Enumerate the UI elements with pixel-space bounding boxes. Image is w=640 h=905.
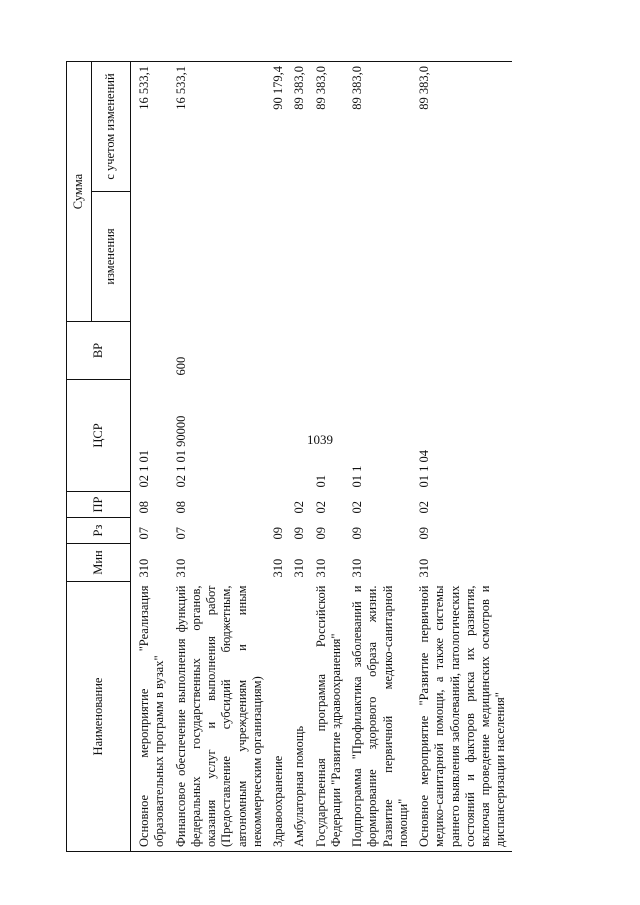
cell-csr: 01 bbox=[313, 475, 328, 488]
cell-name: Государственная программа Российской Федерации "Развитие здравоохранения" bbox=[311, 582, 348, 852]
cell-change bbox=[414, 192, 512, 322]
cell-total: 89 383,0 bbox=[414, 62, 512, 192]
cell-csr: 02 1 01 bbox=[137, 450, 151, 488]
cell-total: 90 179,4 bbox=[268, 62, 289, 192]
header-csr: ЦСР bbox=[67, 380, 131, 492]
header-change: изменения bbox=[92, 192, 131, 322]
cell-csr bbox=[289, 380, 310, 492]
cell-total: 89 383,0 bbox=[289, 62, 310, 192]
cell-vr bbox=[268, 322, 289, 380]
cell-name: Амбулаторная помощь bbox=[289, 582, 310, 852]
cell-name: Здравоохранение bbox=[268, 582, 289, 852]
cell-min: 310 bbox=[292, 558, 307, 578]
cell-change bbox=[347, 192, 414, 322]
table-row bbox=[131, 62, 171, 852]
cell-pr bbox=[268, 492, 289, 518]
table-body bbox=[131, 62, 512, 852]
table-row bbox=[311, 62, 348, 852]
cell-min: 310 bbox=[271, 558, 285, 578]
cell-change bbox=[311, 192, 348, 322]
cell-pr: 02 bbox=[350, 501, 364, 514]
cell-total: 89 383,0 bbox=[311, 62, 348, 192]
cell-name: Финансовое обеспечение выполнения функций федеральных государственных органов, оказания услуг и выполнения работ (Предоставление субсидий бюджетным, автономным учреждениям и иным некоммерческим организациям) bbox=[171, 582, 269, 852]
cell-rz: 09 bbox=[271, 527, 285, 540]
cell-rz: 07 bbox=[173, 527, 188, 540]
cell-change bbox=[171, 192, 269, 322]
budget-table bbox=[66, 61, 512, 852]
header-name: Наименование bbox=[67, 582, 131, 852]
header-rz: Рз bbox=[67, 518, 131, 544]
table-row bbox=[289, 62, 310, 852]
cell-min: 310 bbox=[313, 558, 328, 578]
cell-min: 310 bbox=[173, 558, 188, 578]
cell-csr: 01 1 bbox=[350, 465, 364, 488]
cell-pr: 02 bbox=[292, 501, 307, 514]
cell-rz: 09 bbox=[350, 527, 364, 540]
cell-rz: 09 bbox=[292, 527, 307, 540]
cell-name: Основное мероприятие "Развитие первичной медико-санитарной помощи, а также системы раннего выявления заболеваний, патологических состояний и факторов риска их развития, включая проведение медицинских осмотров и диспансеризации населения" bbox=[414, 582, 512, 852]
cell-change bbox=[289, 192, 310, 322]
cell-rz: 09 bbox=[417, 527, 431, 540]
table-row bbox=[414, 62, 512, 852]
table-row bbox=[268, 62, 289, 852]
table-row bbox=[347, 62, 414, 852]
table-row bbox=[171, 62, 269, 852]
cell-total: 16 533,1 bbox=[131, 62, 171, 192]
cell-pr: 08 bbox=[173, 501, 188, 514]
cell-vr bbox=[289, 322, 310, 380]
cell-csr: 02 1 01 90000 bbox=[173, 415, 188, 488]
cell-total: 16 533,1 bbox=[171, 62, 269, 192]
cell-pr: 02 bbox=[313, 501, 328, 514]
cell-pr: 08 bbox=[137, 501, 151, 514]
header-sum-group: Сумма bbox=[67, 62, 92, 322]
cell-vr bbox=[311, 322, 348, 380]
header-min: Мин bbox=[67, 544, 131, 582]
cell-csr: 01 1 04 bbox=[417, 450, 431, 488]
rotated-budget-table bbox=[66, 62, 576, 852]
cell-rz: 09 bbox=[313, 527, 328, 540]
header-pr: ПР bbox=[67, 492, 131, 518]
cell-change bbox=[268, 192, 289, 322]
cell-total: 89 383,0 bbox=[347, 62, 414, 192]
cell-name: Основное мероприятие "Реализация образовательных программ в вузах" bbox=[131, 582, 171, 852]
cell-min: 310 bbox=[137, 558, 151, 578]
cell-pr: 02 bbox=[417, 501, 431, 514]
cell-vr bbox=[414, 322, 512, 380]
cell-min: 310 bbox=[350, 558, 364, 578]
header-with-changes: с учетом изменений bbox=[92, 62, 131, 192]
cell-name: Подпрограмма "Профилактика заболеваний и формирование здорового образа жизни. Развитие первичной медико-санитарной помощи" bbox=[347, 582, 414, 852]
cell-vr bbox=[347, 322, 414, 380]
page-number: 1039 bbox=[307, 432, 333, 447]
cell-rz: 07 bbox=[137, 527, 151, 540]
cell-vr bbox=[131, 322, 171, 380]
cell-change bbox=[131, 192, 171, 322]
table-header bbox=[67, 62, 131, 852]
cell-vr: 600 bbox=[173, 356, 188, 376]
header-vr: ВР bbox=[67, 322, 131, 380]
cell-min: 310 bbox=[417, 558, 431, 578]
cell-csr bbox=[268, 380, 289, 492]
